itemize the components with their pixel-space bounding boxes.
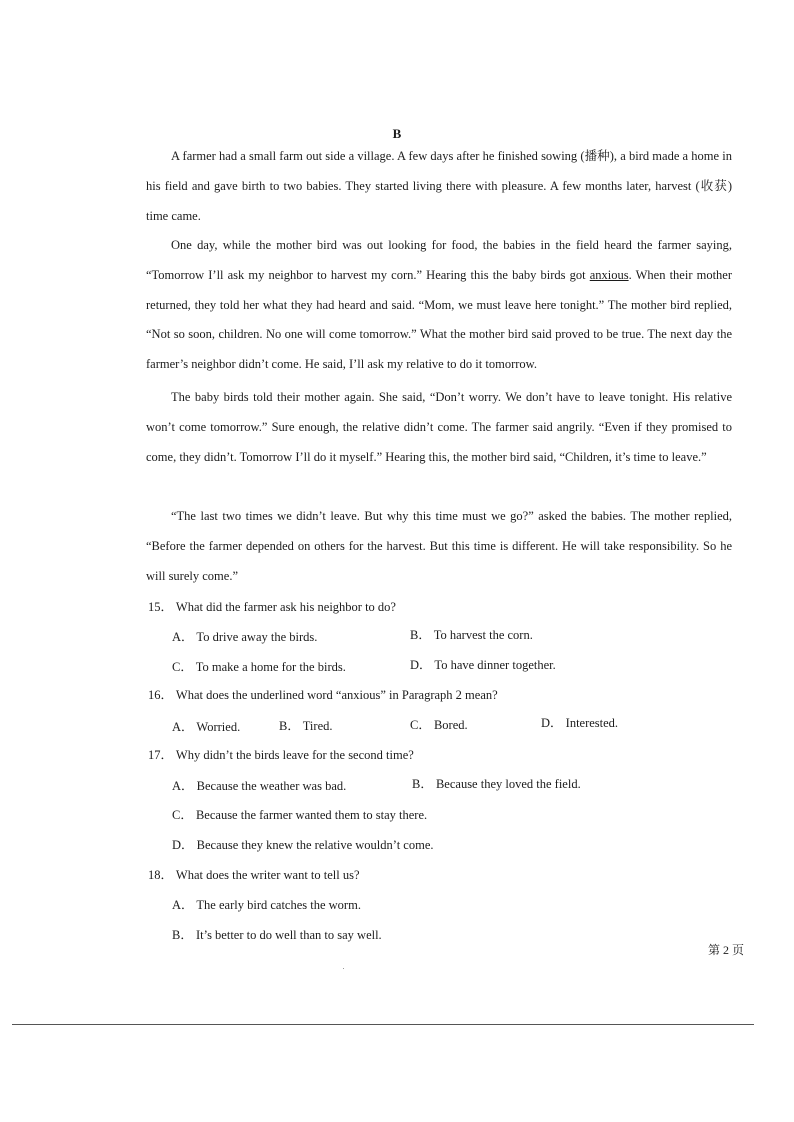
- question-16-option-a[interactable]: A． Worried.: [172, 720, 241, 734]
- question-15-option-c[interactable]: C． To make a home for the birds.: [172, 660, 346, 674]
- question-18-option-a[interactable]: A． The early bird catches the worm.: [172, 898, 361, 912]
- page-number: 第 2 页: [708, 943, 745, 957]
- question-17-stem: 17． Why didn’t the birds leave for the second time?: [148, 748, 414, 762]
- question-17-option-c[interactable]: C． Because the farmer wanted them to stay there.: [172, 808, 428, 822]
- question-18-option-b[interactable]: B． It’s better to do well than to say well.: [172, 928, 382, 942]
- paragraph-2-text-end: . When their mother returned, they told her what they had heard and said. “Mom, we must leave here tonight.” The mother bird replied, “Not so soon, children. No one will come tomorrow.” What the mother bird said proved to be true. The next day the farmer’s neighbor didn’t come. He said, I’ll ask my relative to do it tomorrow.: [146, 267, 733, 372]
- question-15-option-d[interactable]: D． To have dinner together.: [410, 658, 556, 672]
- question-18-stem: 18． What does the writer want to tell us?: [148, 868, 360, 882]
- paragraph-3-text: The baby birds told their mother again. She said, “Don’t worry. We don’t have to leave tonight. His relative won’t come tomorrow.” Sure enough, the relative didn’t come. The farmer said angrily. “Even if they promised to come, they didn’t. Tomorrow I’ll do it myself.” Hearing this, the mother bird said, “Children, it’s time to leave.”: [146, 390, 732, 464]
- paragraph-1-text: A farmer had a small farm out side a village. A few days after he finished sowing (播种), a bird made a home in his field and gave birth to two babies. They started living there with pleasure. A few months later, harvest (收获) time came.: [146, 149, 732, 223]
- question-16-option-d[interactable]: D． Interested.: [541, 716, 619, 730]
- passage-paragraph-4: [146, 502, 732, 591]
- scan-speck: [343, 968, 344, 969]
- question-15-option-b[interactable]: B． To harvest the corn.: [410, 628, 533, 642]
- paragraph-4-text: “The last two times we didn’t leave. But why this time must we go?” asked the babies. The mother replied, “Before the farmer depended on others for the harvest. But this time is different. He will take responsibility. So he will surely come.”: [146, 509, 732, 583]
- question-17-option-a[interactable]: A． Because the weather was bad.: [172, 779, 347, 793]
- passage-paragraph-1: [146, 142, 732, 231]
- underlined-word: anxious: [589, 267, 629, 282]
- question-15-stem: 15． What did the farmer ask his neighbor to do?: [148, 600, 396, 614]
- question-16-stem: 16． What does the underlined word “anxious” in Paragraph 2 mean?: [148, 688, 498, 702]
- section-heading: B: [392, 126, 402, 141]
- passage-paragraph-2: [146, 231, 732, 380]
- page-bottom-rule: [12, 1024, 754, 1025]
- paragraph-2-text-start: One day, while the mother bird was out looking for food, the babies in the field heard the farmer saying, “Tomorrow I’ll ask my neighbor to harvest my corn.” Hearing this the baby birds got: [146, 238, 732, 282]
- question-17-option-b[interactable]: B． Because they loved the field.: [412, 777, 581, 791]
- question-17-option-d[interactable]: D． Because they knew the relative wouldn’t come.: [172, 838, 434, 852]
- passage-paragraph-3: [146, 383, 732, 472]
- question-16-option-b[interactable]: B． Tired.: [279, 719, 333, 733]
- question-15-option-a[interactable]: A． To drive away the birds.: [172, 630, 318, 644]
- question-16-option-c[interactable]: C． Bored.: [410, 718, 468, 732]
